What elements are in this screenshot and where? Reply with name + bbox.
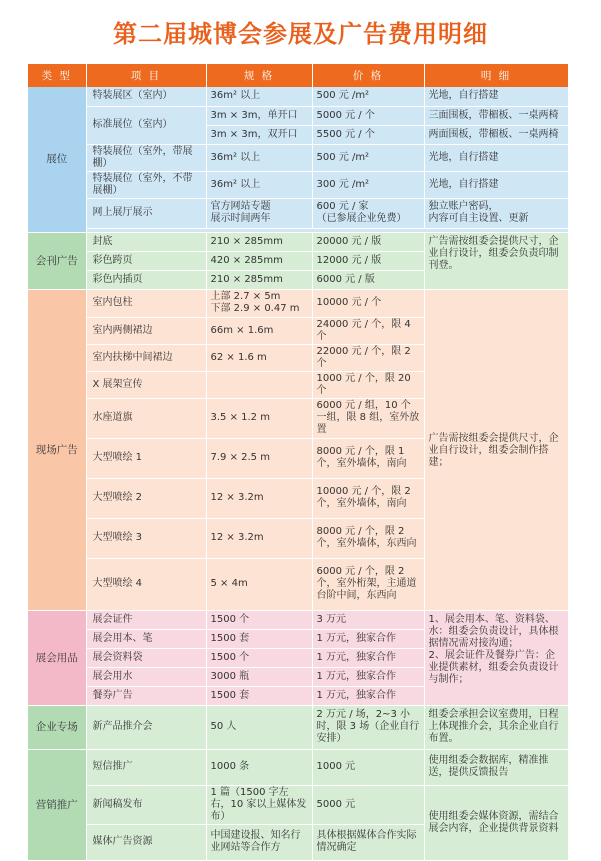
header-price: 价 格 <box>312 64 424 87</box>
item-cell: 大型喷绘 1 <box>86 438 206 478</box>
price-cell: 6000 元 / 版 <box>312 270 424 289</box>
table-row <box>28 785 568 824</box>
item-cell: 彩色内插页 <box>86 270 206 289</box>
item-cell: 网上展厅展示 <box>86 198 206 228</box>
detail-cell: 广告需按组委会提供尺寸，企业自行设计，组委会负责印制刊登。 <box>424 232 568 289</box>
table-row <box>28 87 568 106</box>
header-spec: 规 格 <box>206 64 312 87</box>
detail-cell: 独立账户密码， 内容可自主设置、更新 <box>424 198 568 228</box>
spec-cell: 1000 条 <box>206 749 312 785</box>
spec-cell <box>206 371 312 398</box>
item-cell: 短信推广 <box>86 749 206 785</box>
category-onsite: 现场广告 <box>28 289 86 610</box>
spec-cell: 1500 套 <box>206 686 312 705</box>
table-row <box>28 610 568 629</box>
item-cell: 新闻稿发布 <box>86 785 206 824</box>
price-cell: 12000 元 / 版 <box>312 251 424 270</box>
item-cell: 标准展位（室内） <box>86 106 206 144</box>
price-cell: 具体根据媒体合作实际情况确定 <box>312 824 424 860</box>
detail-cell: 两面围板，带楣板、一桌两椅 <box>424 125 568 144</box>
price-cell: 3 万元 <box>312 610 424 629</box>
spec-cell: 3000 瓶 <box>206 667 312 686</box>
item-cell: 室内扶梯中间裙边 <box>86 344 206 371</box>
price-cell: 5500 元 / 个 <box>312 125 424 144</box>
spec-cell: 3.5 × 1.2 m <box>206 398 312 438</box>
price-cell: 1000 元 <box>312 749 424 785</box>
item-cell: 新产品推介会 <box>86 705 206 749</box>
detail-cell: 使用组委会数据库，精准推送，提供反馈报告 <box>424 749 568 785</box>
spec-cell: 12 × 3.2m <box>206 478 312 518</box>
price-cell: 8000 元 / 个，限 1 个，室外墙体，南向 <box>312 438 424 478</box>
price-cell: 8000 元 / 个，限 2 个，室外墙体，东西向 <box>312 518 424 558</box>
price-cell: 5000 元 <box>312 785 424 824</box>
item-cell: 彩色跨页 <box>86 251 206 270</box>
spec-cell: 1500 套 <box>206 629 312 648</box>
item-cell: 特装展区（室内） <box>86 87 206 106</box>
item-cell: 大型喷绘 4 <box>86 558 206 610</box>
price-cell: 1 万元，独家合作 <box>312 667 424 686</box>
spec-cell: 210 × 285mm <box>206 270 312 289</box>
price-cell: 500 元 /m² <box>312 144 424 171</box>
detail-cell: 光地，自行搭建 <box>424 144 568 171</box>
item-cell: 室内包柱 <box>86 289 206 317</box>
price-cell: 10000 元 / 个 <box>312 289 424 317</box>
table-row <box>28 144 568 171</box>
spec-cell: 1500 个 <box>206 610 312 629</box>
spec-cell: 3m × 3m，双开口 <box>206 125 312 144</box>
spec-cell: 5 × 4m <box>206 558 312 610</box>
spec-cell: 36m² 以上 <box>206 171 312 198</box>
category-journal: 会刊广告 <box>28 232 86 289</box>
price-cell: 600 元 / 家 （已参展企业免费） <box>312 198 424 228</box>
price-cell: 5000 元 / 个 <box>312 106 424 125</box>
detail-cell: 光地，自行搭建 <box>424 87 568 106</box>
item-cell: X 展架宣传 <box>86 371 206 398</box>
price-cell: 22000 元 / 个，限 2 个 <box>312 344 424 371</box>
item-cell: 室内两侧裙边 <box>86 317 206 344</box>
table-row <box>28 289 568 317</box>
table-row <box>28 171 568 198</box>
price-cell: 1 万元，独家合作 <box>312 629 424 648</box>
table-row <box>28 106 568 125</box>
price-cell: 6000 元 / 个，限 2 个，室外桁架，主通道台阶中间，东西向 <box>312 558 424 610</box>
item-cell: 媒体广告资源 <box>86 824 206 860</box>
spec-cell: 50 人 <box>206 705 312 749</box>
detail-cell: 光地，自行搭建 <box>424 171 568 198</box>
detail-cell: 1、展会用本、笔、资料袋、水：组委会负责设计，具体根据情况需对接沟通； 2、展会证件及餐券广告：企业提供素材，组委会负责设计与制作； <box>424 610 568 705</box>
price-cell: 500 元 /m² <box>312 87 424 106</box>
category-marketing: 营销推广 <box>28 749 86 860</box>
price-cell: 6000 元 / 组，10 个一组，限 8 组，室外放置 <box>312 398 424 438</box>
item-cell: 大型喷绘 2 <box>86 478 206 518</box>
item-cell: 展会用本、笔 <box>86 629 206 648</box>
item-cell: 特装展位（室外，带展棚） <box>86 144 206 171</box>
spec-cell: 3m × 3m，单开口 <box>206 106 312 125</box>
spec-cell: 36m² 以上 <box>206 87 312 106</box>
category-special: 企业专场 <box>28 705 86 749</box>
table-row <box>28 749 568 785</box>
spec-cell: 36m² 以上 <box>206 144 312 171</box>
item-cell: 特装展位（室外，不带展棚） <box>86 171 206 198</box>
spec-cell: 12 × 3.2m <box>206 518 312 558</box>
item-cell: 展会资料袋 <box>86 648 206 667</box>
spec-cell: 62 × 1.6 m <box>206 344 312 371</box>
spec-cell: 1500 个 <box>206 648 312 667</box>
item-cell: 餐券广告 <box>86 686 206 705</box>
price-cell: 20000 元 / 版 <box>312 232 424 251</box>
item-cell: 水座道旗 <box>86 398 206 438</box>
spec-cell: 中国建设报、知名行业网站等合作方 <box>206 824 312 860</box>
fee-table <box>28 64 569 861</box>
detail-cell: 使用组委会媒体资源，需结合展会内容，企业提供背景资料 <box>424 785 568 860</box>
spec-cell: 官方网站专题 展示时间两年 <box>206 198 312 228</box>
price-cell: 2 万元 / 场，2~3 小时，限 3 场（企业自行安排） <box>312 705 424 749</box>
spec-cell: 210 × 285mm <box>206 232 312 251</box>
header-type: 类 型 <box>28 64 86 87</box>
category-supplies: 展会用品 <box>28 610 86 705</box>
table-header <box>28 64 568 87</box>
header-detail: 明 细 <box>424 64 568 87</box>
spec-cell: 1 篇（1500 字左右，10 家以上媒体发布） <box>206 785 312 824</box>
detail-cell: 组委会承担会议室费用，日程上体现推介会，其余企业自行布置。 <box>424 705 568 749</box>
spec-cell: 420 × 285mm <box>206 251 312 270</box>
table-row <box>28 705 568 749</box>
detail-cell: 三面围板，带楣板、一桌两椅 <box>424 106 568 125</box>
spec-cell: 上部 2.7 × 5m 下部 2.9 × 0.47 m <box>206 289 312 317</box>
item-cell: 展会证件 <box>86 610 206 629</box>
category-booth: 展位 <box>28 87 86 232</box>
header-item: 项 目 <box>86 64 206 87</box>
price-cell: 1 万元，独家合作 <box>312 686 424 705</box>
detail-cell: 广告需按组委会提供尺寸，企业自行设计，组委会制作搭建； <box>424 289 568 610</box>
item-cell: 展会用水 <box>86 667 206 686</box>
spec-cell: 7.9 × 2.5 m <box>206 438 312 478</box>
price-cell: 1 万元，独家合作 <box>312 648 424 667</box>
price-cell: 300 元 /m² <box>312 171 424 198</box>
price-cell: 10000 元 / 个，限 2 个，室外墙体，南向 <box>312 478 424 518</box>
price-cell: 1000 元 / 个，限 20 个 <box>312 371 424 398</box>
price-cell: 24000 元 / 个，限 4 个 <box>312 317 424 344</box>
item-cell: 大型喷绘 3 <box>86 518 206 558</box>
table-row <box>28 232 568 251</box>
table-row <box>28 198 568 228</box>
page-title: 第二届城博会参展及广告费用明细 <box>113 19 488 48</box>
spec-cell: 66m × 1.6m <box>206 317 312 344</box>
item-cell: 封底 <box>86 232 206 251</box>
